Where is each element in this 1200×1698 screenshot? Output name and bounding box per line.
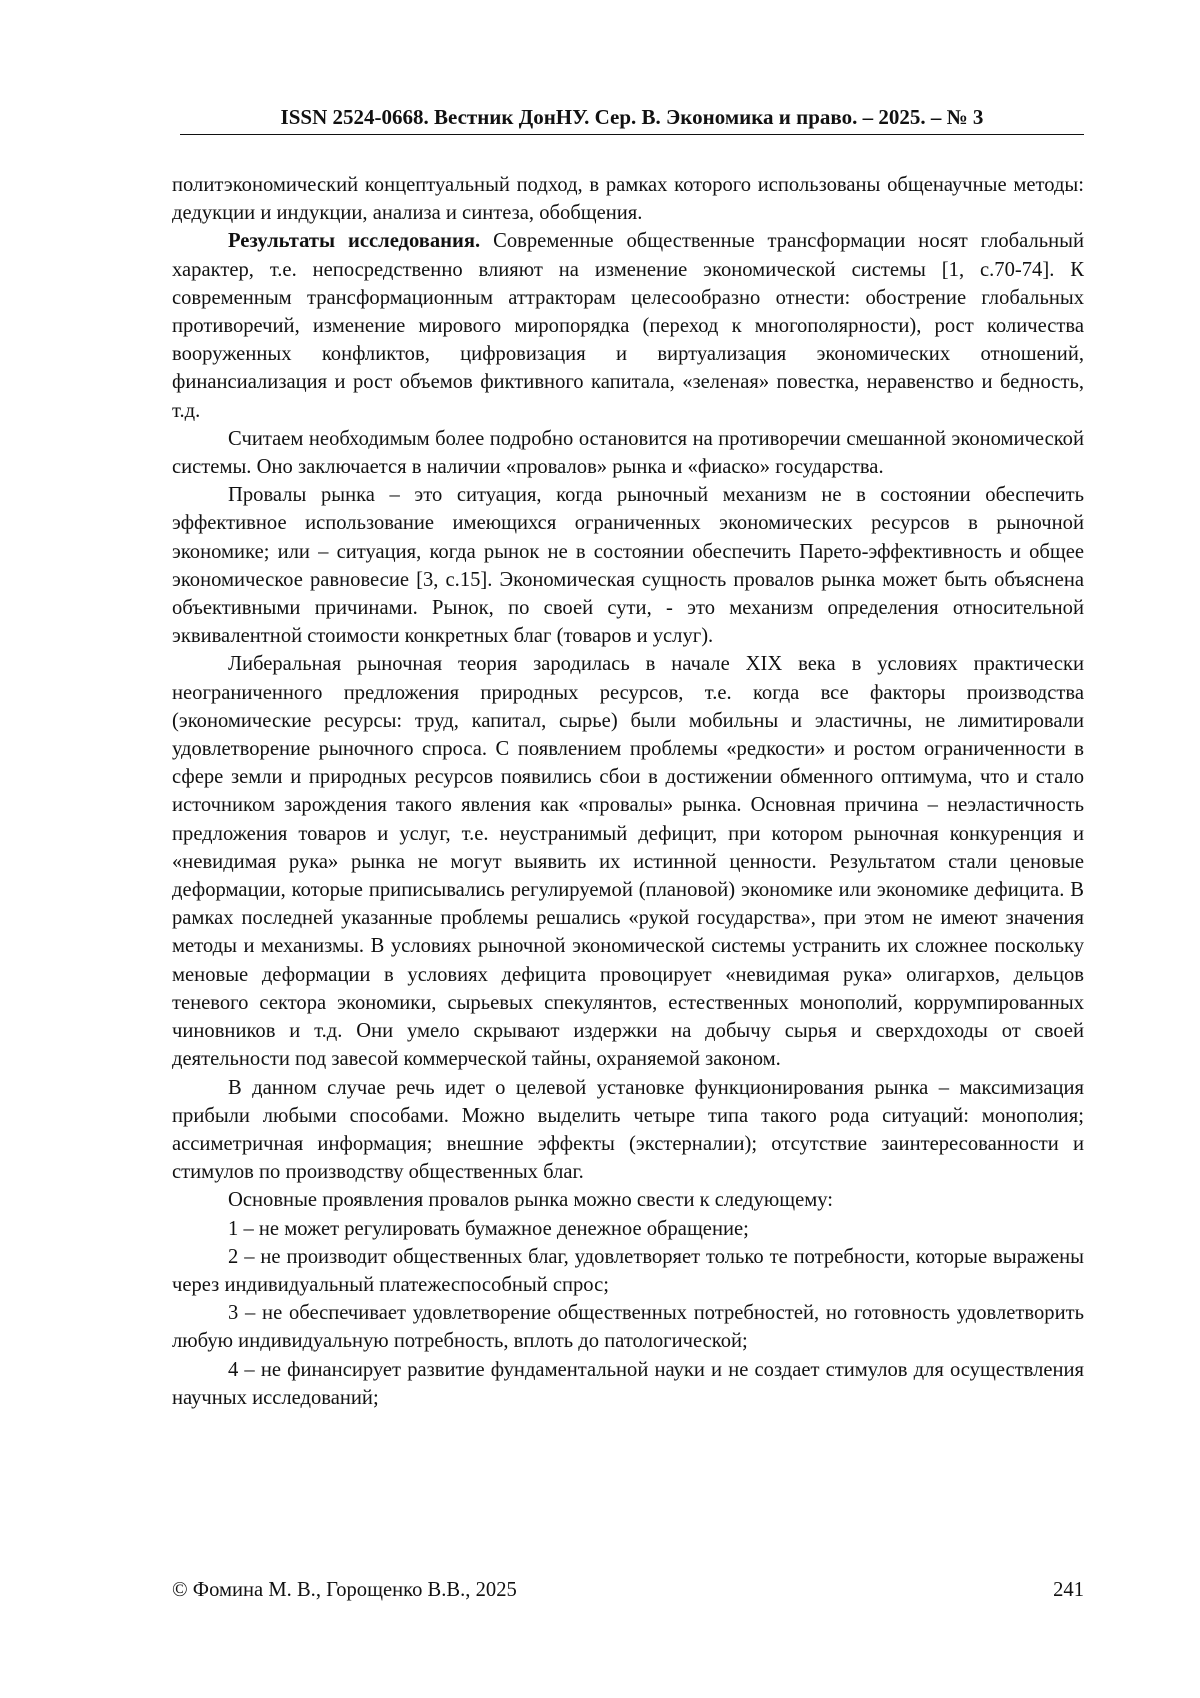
list-item-text: 1 – не может регулировать бумажное денежное обращение; — [228, 1217, 749, 1240]
paragraph-methods-continuation — [172, 171, 1084, 227]
paragraph-mixed-economy-contradiction — [172, 425, 1084, 481]
paragraph-text: Провалы рынка – это ситуация, когда рыночный механизм не в состоянии обеспечить эффективное использование имеющихся ограниченных экономических ресурсов в рыночной экономике; или – ситуация, когда рынок не в состоянии обеспечить Парето-эффективность и общее экономическое равновесие [3, с.15]. Экономическая сущность провалов рынка может быть объяснена объективными причинами. Рынок, по своей сути, - это механизм определения относительной эквивалентной стоимости конкретных благ (товаров и услуг). — [172, 484, 1084, 648]
paragraph-text: В данном случае речь идет о целевой установке функционирования рынка – максимизация прибыли любыми способами. Можно выделить четыре типа такого рода ситуаций: монополия; ассиметричная информация; внешние эффекты (экстерналии); отсутствие заинтересованности и стимулов по производству общественных благ. — [172, 1076, 1084, 1184]
page-footer — [172, 1577, 1084, 1603]
list-item-text: 3 – не обеспечивает удовлетворение общественных потребностей, но готовность удовлетворить любую индивидуальную потребность, вплоть до патологической; — [172, 1302, 1084, 1353]
paragraph-text: Современные общественные трансформации носят глобальный характер, т.е. непосредственно влияют на изменение экономической системы [1, с.70-74]. К современным трансформационным аттракторам целесообразно отнести: обострение глобальных противоречий, изменение мирового миропорядка (переход к многополярности), рост количества вооруженных конфликтов, цифровизация и виртуализация экономических отношений, финансиализация и рост объемов фиктивного капитала, «зеленая» повестка, неравенство и бедность, т.д. — [172, 230, 1084, 422]
copyright-notice: © Фомина М. В., Горощенко В.В., 2025 — [172, 1579, 517, 1601]
list-item-text: 2 – не производит общественных благ, удовлетворяет только те потребности, которые выражены через индивидуальный платежеспособный спрос; — [172, 1245, 1084, 1296]
paragraph-liberal-market-theory — [172, 650, 1084, 1073]
list-item-2 — [172, 1243, 1084, 1299]
list-item-text: 4 – не финансирует развитие фундаментальной науки и не создает стимулов для осуществления научных исследований; — [172, 1358, 1084, 1409]
paragraph-market-failures-definition — [172, 481, 1084, 650]
page-number: 241 — [1053, 1579, 1084, 1601]
paragraph-text: Либеральная рыночная теория зародилась в начале XIX века в условиях практически неограниченного предложения природных ресурсов, т.е. когда все факторы производства (экономические ресурсы: труд, капитал, сырье) были мобильны и эластичны, не лимитировали удовлетворение рыночного спроса. С появлением проблемы «редкости» и ростом ограниченности в сфере земли и природных ресурсов появились сбои в достижении обменного оптимума, что и стало источником зарождения такого явления как «провалы» рынка. Основная причина – неэластичность предложения товаров и услуг, т.е. неустранимый дефицит, при котором рыночная конкуренция и «невидимая рука» рынка не могут выявить их истинной ценности. Результатом стали ценовые деформации, которые приписывались регулируемой (плановой) экономике или экономике дефицита. В рамках последней указанные проблемы решались «рукой государства», при этом не имеют значения методы и механизмы. В условиях рыночной экономической системы устранить их сложнее поскольку меновые деформации в условиях дефицита провоцирует «невидимая рука» олигархов, дельцов теневого сектора экономики, сырьевых спекулянтов, естественных монополий, коррумпированных чиновников и т.д. Они умело скрывают издержки на добычу сырья и сверхдоходы от своей деятельности под завесой коммерческой тайны, охраняемой законом. — [172, 653, 1084, 1071]
journal-running-header: ISSN 2524-0668. Вестник ДонНУ. Сер. В. Экономика и право. – 2025. – № 3 — [180, 104, 1084, 135]
paragraph-results-intro — [172, 227, 1084, 424]
article-body — [172, 171, 1084, 1412]
list-item-3 — [172, 1299, 1084, 1355]
section-heading-results: Результаты исследования. — [228, 230, 481, 253]
paragraph-text: Считаем необходимым более подробно остановится на противоречии смешанной экономической системы. Оно заключается в наличии «провалов» рынка и «фиаско» государства. — [172, 427, 1084, 479]
paragraph-text: Основные проявления провалов рынка можно свести к следующему: — [228, 1189, 833, 1212]
paragraph-text: политэкономический концептуальный подход, в рамках которого использованы общенаучные методы: дедукции и индукции, анализа и синтеза, обобщения. — [172, 174, 1084, 225]
paragraph-profit-maximization — [172, 1074, 1084, 1187]
paragraph-list-intro — [172, 1186, 1084, 1214]
list-item-1 — [172, 1215, 1084, 1243]
list-item-4 — [172, 1356, 1084, 1412]
